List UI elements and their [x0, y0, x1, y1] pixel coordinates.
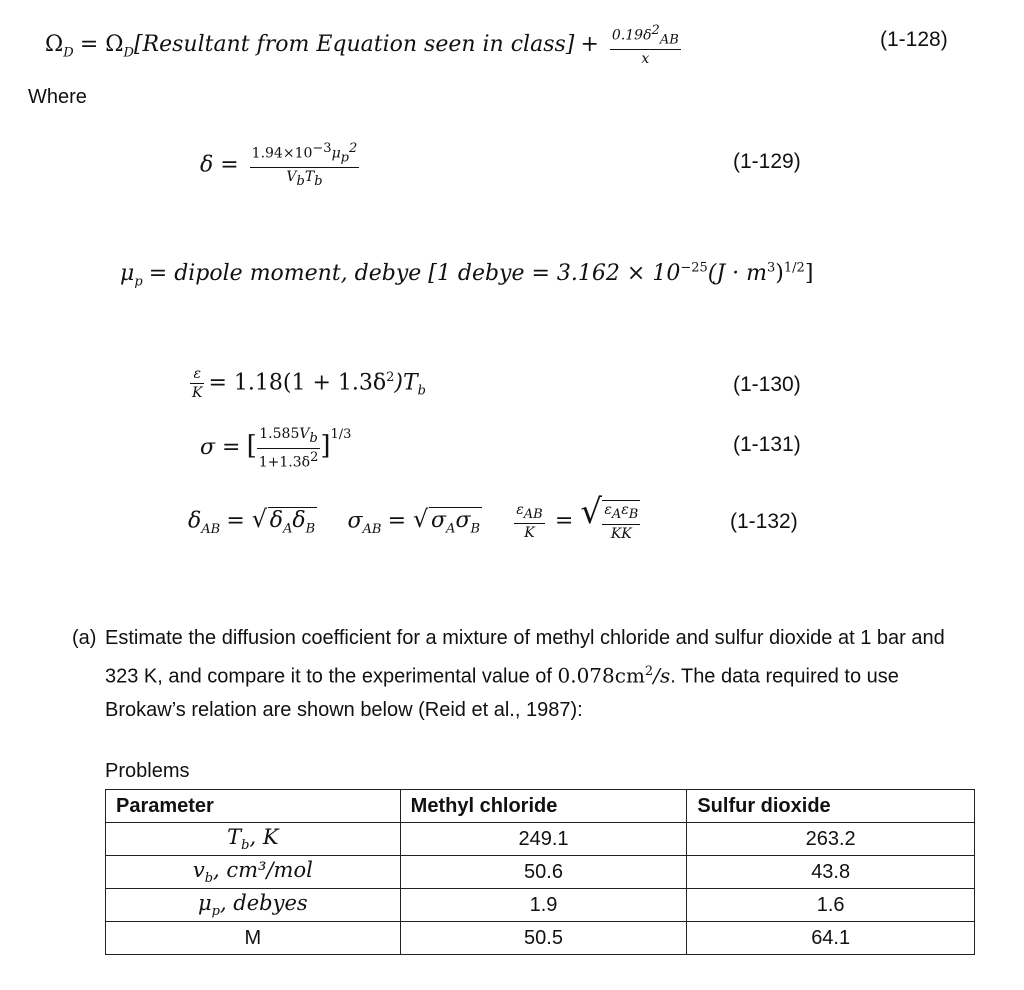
param-cell — [106, 823, 401, 856]
param-sub: p — [211, 904, 220, 920]
param-cell — [106, 889, 401, 922]
unit-close: ) — [775, 261, 784, 286]
eps-rad-num: ε — [604, 502, 612, 518]
equals-sign: = — [79, 32, 106, 58]
rhs-exponent: 2 — [386, 369, 395, 385]
frac-numerator: 1.94×10 — [251, 145, 313, 162]
dipole-exponent: −25 — [680, 260, 708, 276]
bracket-close: ] — [804, 261, 814, 286]
dipole-definition — [120, 260, 813, 289]
sulfur-dioxide-value: 1.6 — [687, 889, 975, 922]
equals-sign-2: = — [387, 508, 414, 534]
close-bracket: ] — [320, 431, 331, 462]
sigma-a: σ — [431, 508, 447, 534]
frac-numerator: 0.19δ — [611, 27, 652, 44]
sigma-ab-sub: AB — [362, 521, 382, 537]
rhs-text: = 1.18(1 + 1.3δ — [208, 370, 387, 396]
question-paragraph — [72, 622, 982, 727]
equation-number-128: (1-128) — [880, 28, 948, 51]
sulfur-dioxide-value: 43.8 — [687, 856, 975, 889]
frac-num-sub: AB — [659, 32, 679, 48]
omega-subscript: D — [63, 45, 74, 61]
eps-den: K — [524, 525, 535, 542]
frac-num-sup: 2 — [651, 23, 660, 38]
equation-number-132: (1-132) — [730, 510, 798, 533]
epsilon-over-k — [190, 365, 204, 402]
header-parameter: Parameter — [106, 790, 401, 823]
eps-rad-den: KK — [610, 525, 632, 542]
param-symbol: T — [227, 824, 242, 849]
table-caption: Problems — [105, 760, 190, 782]
question-text-2: . The data required to use Brokaw’s relation are shown below (Reid et al., 1987): — [105, 665, 899, 721]
experimental-value: 0.078cm — [557, 663, 645, 688]
dipole-text: = dipole moment, debye [1 debye = 3.162 × 10 — [148, 261, 681, 286]
equation-number-129: (1-129) — [733, 150, 801, 173]
unit-exponent: 3 — [767, 260, 776, 276]
equals-sign: = — [226, 508, 252, 534]
frac-den-sup: 2 — [310, 449, 319, 465]
param-symbol: μ — [197, 890, 212, 915]
question-text-1: Estimate the diffusion coefficient for a mixture of methyl chloride and sulfur dioxide at 1 bar and 323 K, and compare it to the experimental value of — [105, 627, 945, 688]
frac-denominator: 1+1.3δ — [258, 454, 311, 471]
equation-1-128 — [45, 22, 685, 68]
mu-subscript: p — [134, 274, 143, 290]
table-row — [106, 856, 975, 889]
plus-sign: + — [580, 32, 606, 58]
param-symbol: v — [192, 857, 205, 882]
delta-symbol: δ — [200, 152, 214, 178]
sqrt-epsilon: √ $\frac{\varepsilon_A\varepsilon_B}{KK}$ — [580, 492, 639, 542]
eps-num: ε — [516, 501, 524, 518]
sigma-lhs: σ = — [200, 435, 241, 461]
equation-number-131: (1-131) — [733, 433, 801, 456]
frac-den-sub: b — [296, 174, 305, 190]
equation-1-131 — [200, 425, 351, 471]
frac-den-T: T — [304, 169, 315, 186]
sulfur-dioxide-value: 64.1 — [687, 922, 975, 955]
methyl-chloride-value: 50.6 — [400, 856, 687, 889]
param-sub: b — [241, 838, 250, 854]
sqrt-delta: √ $\delta_A\delta_B$ — [251, 505, 316, 537]
equation-number-130: (1-130) — [733, 373, 801, 396]
equation-1-129 — [200, 140, 363, 191]
table-row — [106, 823, 975, 856]
sulfur-dioxide-value: 263.2 — [687, 823, 975, 856]
methyl-chloride-value: 50.5 — [400, 922, 687, 955]
fraction: $\frac{1.94\times 10^{-3}\mu_p^2}{V_bT_b}$ — [251, 141, 358, 190]
methyl-chloride-value: 249.1 — [400, 823, 687, 856]
dipole-unit: (J · m — [707, 261, 768, 286]
sqrt-sigma: √ $\sigma_A\sigma_B$ — [413, 505, 481, 537]
rhs-end: )T — [394, 370, 418, 396]
frac-den-V: V — [286, 169, 297, 186]
delta-ab: δ — [188, 508, 202, 534]
fraction: $\frac{1.585V_b}{1+1.3\delta^2}$ — [258, 426, 319, 471]
table-header-row — [106, 790, 975, 823]
frac-numerator: ε — [190, 365, 204, 384]
omega-subscript-rhs: D — [123, 45, 134, 61]
param-unit: , cm³/mol — [213, 857, 313, 882]
equation-1-130 — [190, 365, 426, 402]
mu-symbol: μ — [331, 145, 341, 162]
epsilon-ab-over-k — [514, 501, 544, 543]
table-row — [106, 889, 975, 922]
delta-a: δ — [269, 508, 284, 534]
value-unit: /s — [653, 663, 671, 688]
eps-num-sub: AB — [523, 506, 543, 522]
param-unit: , debyes — [219, 890, 308, 915]
header-sulfur-dioxide: Sulfur dioxide — [687, 790, 975, 823]
rhs-subscript: b — [417, 383, 426, 399]
bracket-text: [Resultant from Equation seen in class] — [133, 32, 575, 58]
question-label: (a) — [72, 627, 97, 649]
table-row — [106, 922, 975, 955]
where-label: Where — [28, 86, 87, 108]
parameter-table — [105, 789, 975, 955]
param-symbol: M — [244, 926, 262, 949]
omega-symbol: Ω — [45, 32, 64, 58]
frac-denominator: K — [192, 385, 203, 401]
methyl-chloride-value: 1.9 — [400, 889, 687, 922]
header-methyl-chloride: Methyl chloride — [400, 790, 687, 823]
value-exponent: 2 — [644, 664, 654, 679]
param-sub: b — [204, 871, 214, 887]
power: 1/3 — [330, 426, 352, 442]
delta-ab-sub: AB — [201, 521, 221, 537]
equals-sign-3: = — [554, 508, 581, 534]
unit-power: 1/2 — [783, 260, 805, 276]
equation-1-132 — [188, 492, 644, 543]
omega-symbol-rhs: Ω — [105, 32, 124, 58]
frac-num-sub: b — [309, 430, 318, 446]
equals-sign: = — [213, 152, 246, 178]
sigma-ab: σ — [347, 508, 363, 534]
param-unit: , K — [249, 824, 279, 849]
open-bracket: [ — [246, 431, 257, 462]
frac-denominator: x — [641, 51, 650, 68]
exponent: −3 — [312, 141, 332, 156]
param-cell — [106, 922, 401, 955]
fraction — [610, 22, 681, 68]
question-text — [105, 622, 982, 727]
mu-symbol: μ — [120, 261, 135, 286]
param-cell — [106, 856, 401, 889]
